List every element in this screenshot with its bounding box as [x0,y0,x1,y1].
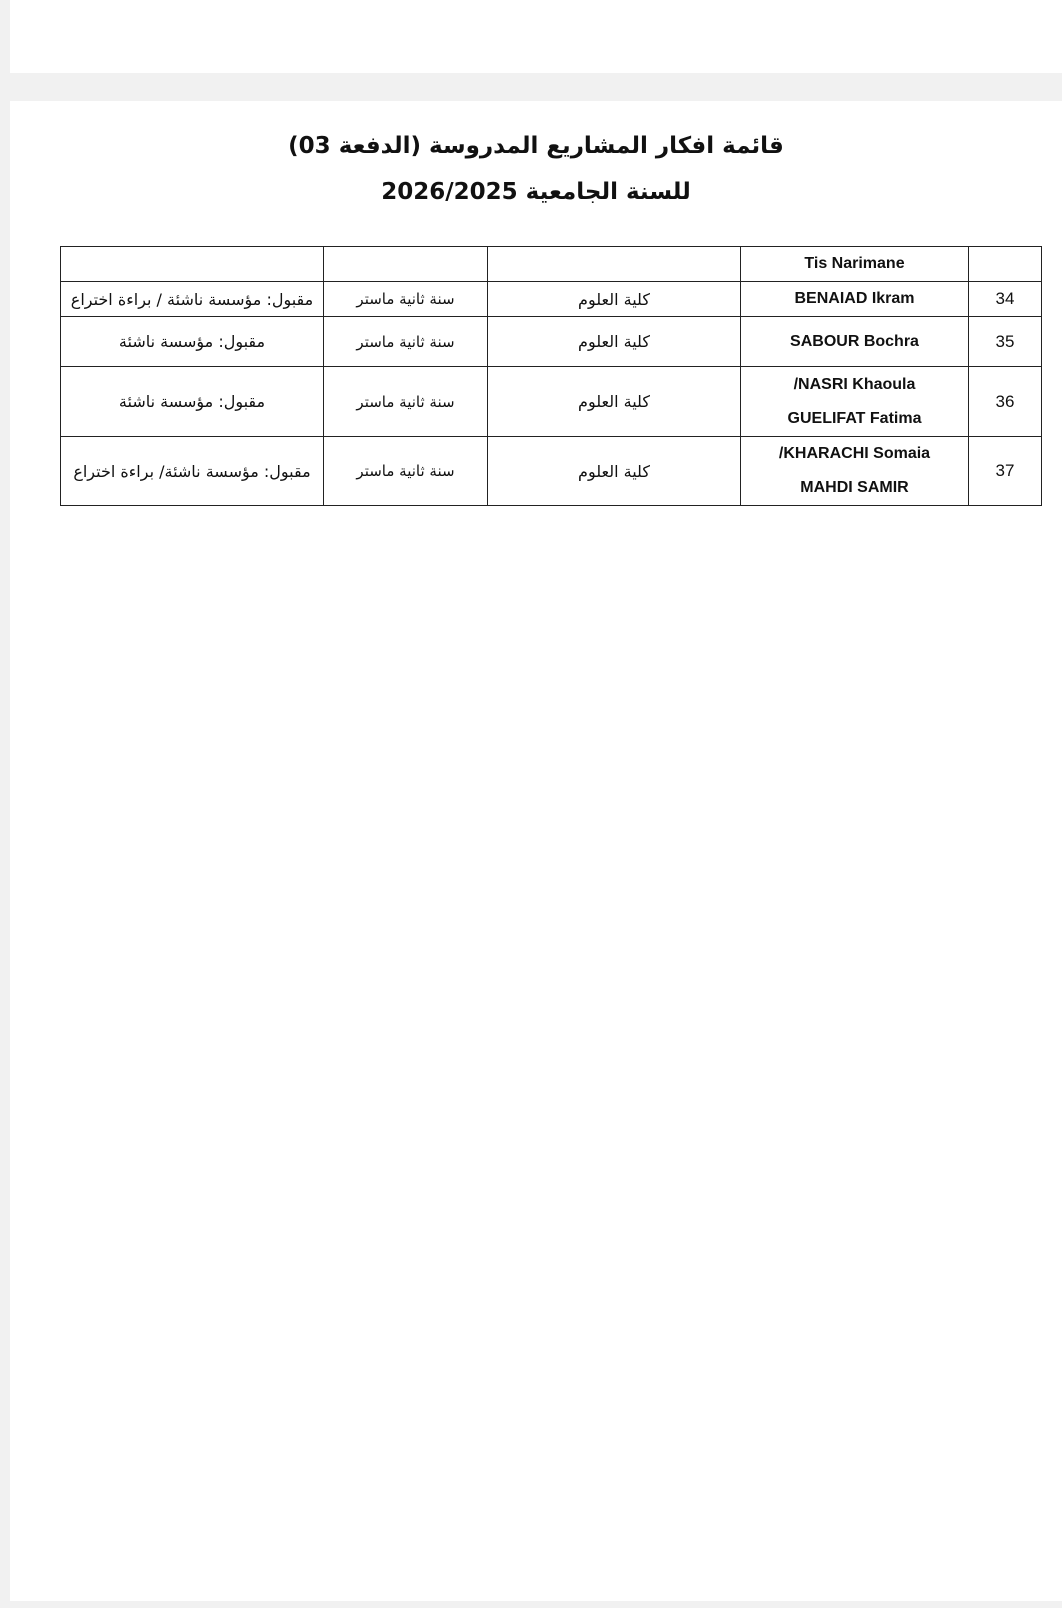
row-number-cell [969,247,1042,282]
student-names-cell [741,282,969,317]
faculty-cell: كلية العلوم [488,437,741,506]
student-name: BENAIAD Ikram [794,290,915,307]
table-row [61,247,1042,282]
row-number-cell: 34 [969,282,1042,317]
table-row [61,367,1042,437]
status-cell [61,247,324,282]
level-cell [324,247,488,282]
row-number-cell: 37 [969,437,1042,506]
student-names-cell [741,247,969,282]
faculty-cell: كلية العلوم [488,317,741,367]
faculty-cell: كلية العلوم [488,282,741,317]
table-row [61,437,1042,506]
student-name: NASRI Khaoula/ [793,375,916,393]
level-cell: سنة ثانية ماستر [324,317,488,367]
level-cell: سنة ثانية ماستر [324,437,488,506]
status-cell: مقبول: مؤسسة ناشئة / براءة اختراع [61,282,324,317]
document-page [10,101,1062,1601]
table-row [61,317,1042,367]
student-name: MAHDI SAMIR [800,479,909,496]
student-names-cell [741,317,969,367]
level-cell: سنة ثانية ماستر [324,367,488,437]
faculty-cell [488,247,741,282]
student-name: SABOUR Bochra [790,332,919,350]
row-number-cell: 35 [969,317,1042,367]
previous-page-fragment [10,0,1062,73]
status-cell: مقبول: مؤسسة ناشئة [61,317,324,367]
student-name: KHARACHI Somaia/ [778,445,931,462]
status-cell: مقبول: مؤسسة ناشئة [61,367,324,437]
document-title: قائمة افكار المشاريع المدروسة (الدفعة 03) [288,133,784,159]
student-name: Tis Narimane [804,255,905,272]
document-subtitle: للسنة الجامعية 2026/2025 [381,179,691,205]
projects-table [60,246,1042,506]
table-row [61,282,1042,317]
status-cell: مقبول: مؤسسة ناشئة/ براءة اختراع [61,437,324,506]
student-names-cell [741,367,969,437]
level-cell: سنة ثانية ماستر [324,282,488,317]
student-name: GUELIFAT Fatima [787,409,922,427]
student-names-cell [741,437,969,506]
projects-table-container [60,246,1042,506]
faculty-cell: كلية العلوم [488,367,741,437]
row-number-cell: 36 [969,367,1042,437]
